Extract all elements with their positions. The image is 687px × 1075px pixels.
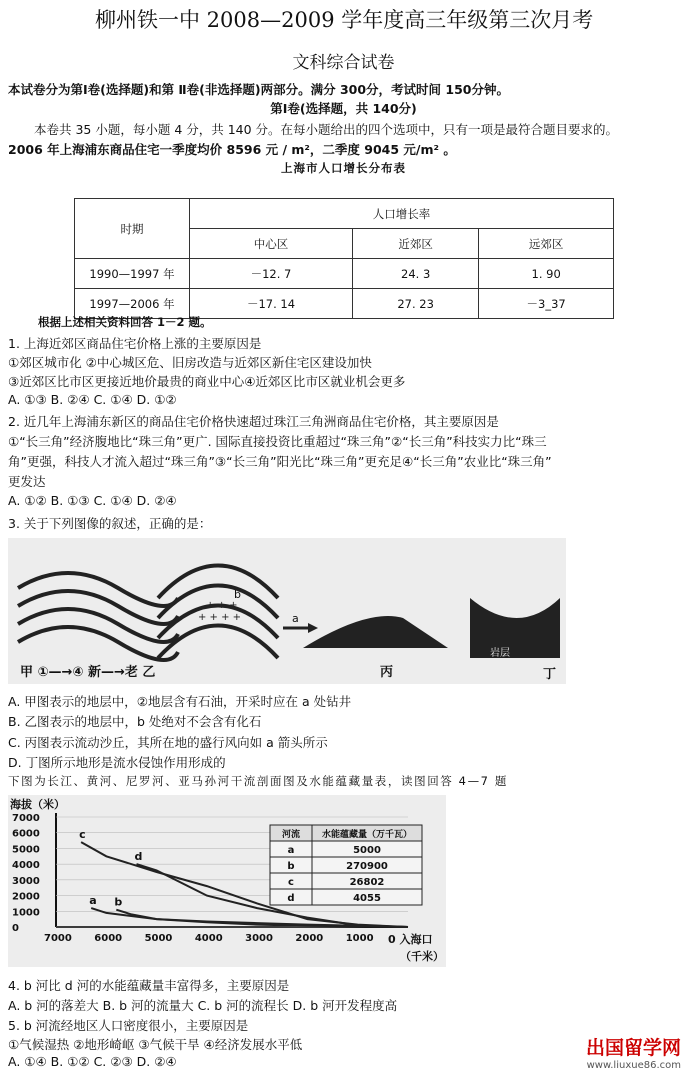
fossil-marks	[198, 600, 241, 623]
fig-label-under: 岩层	[490, 648, 510, 659]
watermark-name: 出国留学网	[585, 1037, 681, 1059]
svg-text:+ + + +: + + + +	[198, 612, 242, 623]
col-center: 中心区	[190, 229, 353, 259]
table-cell-text: 270900	[346, 861, 388, 872]
q1-line: ③近郊区比市区更接近地价最贵的商业中心④近郊区比市区就业机会更多	[8, 374, 406, 389]
q5-stem: 5. b 河流经地区人口密度很小，主要原因是	[8, 1018, 249, 1033]
table-cell: －12. 7	[190, 259, 353, 289]
y-tick-label: 3000	[12, 875, 40, 887]
river-profile-chart	[8, 795, 446, 967]
fig-label-bing: 丙	[380, 665, 394, 680]
y-tick-label: 5000	[12, 844, 40, 856]
table-cell-text: d	[287, 893, 295, 904]
series-label: a	[89, 894, 97, 908]
y-tick-label: 4000	[12, 860, 40, 872]
y-tick-label: 0	[12, 923, 19, 934]
x-tick-label: 1000	[345, 933, 374, 944]
canyon-ding	[470, 598, 560, 658]
x-tick-label: 7000	[44, 933, 72, 944]
x-axis-label: （千米）	[400, 950, 444, 963]
section-title: 第Ⅰ卷(选择题，共 140分)	[270, 101, 417, 116]
series-label: b	[114, 895, 123, 909]
q2-line: 更发达	[8, 474, 46, 489]
q4-stem: 4. b 河比 d 河的水能蕴藏量丰富得多，主要原因是	[8, 978, 290, 993]
geology-figure	[8, 538, 566, 684]
series-label: c	[79, 828, 86, 842]
table-cell: 27. 23	[353, 289, 479, 319]
table-cell: 1. 90	[479, 259, 614, 289]
instructions: 本卷共 35 小题，每小题 4 分，共 140 分。在每小题给出的四个选项中，只有一项是最符合题目要求的。	[34, 122, 619, 137]
header-growth: 人口增长率	[190, 199, 614, 229]
row-period: 1997—2006 年	[75, 289, 190, 319]
exam-title: 柳州铁一中 2008—2009 学年度高三年级第三次月考	[95, 8, 594, 32]
y-tick-label: 7000	[12, 813, 40, 824]
y-axis-label: 海拔（米）	[10, 798, 65, 811]
watermark-url: www.liuxue86.com	[586, 1060, 681, 1071]
table-title: 上海市人口增长分布表	[281, 161, 406, 175]
q5-line: ①气候湿热 ②地形崎岖 ③气候干旱 ④经济发展水平低	[8, 1037, 303, 1052]
table-cell-text: 河流	[281, 830, 301, 840]
x-tick-label: 6000	[94, 933, 123, 944]
q1-options: A. ①③ B. ②④ C. ①④ D. ①②	[8, 392, 177, 407]
geology-illustration	[8, 538, 566, 684]
river-profile-svg	[8, 795, 446, 967]
sand-dune-bing	[303, 616, 448, 648]
y-tick-label: 2000	[12, 891, 40, 903]
q5-options: A. ①④ B. ①② C. ②③ D. ②④	[8, 1054, 177, 1069]
q3-option-a: A. 甲图表示的地层中，②地层含有石油，开采时应在 a 处钻井	[8, 694, 352, 709]
table-cell-text: c	[288, 877, 294, 888]
q3-option-b: B. 乙图表示的地层中，b 处绝对不会含有化石	[8, 714, 262, 729]
y-tick-label: 1000	[12, 907, 40, 919]
q1-stem: 1. 上海近郊区商品住宅价格上涨的主要原因是	[8, 336, 262, 351]
col-near: 近郊区	[353, 229, 479, 259]
q3-stem: 3. 关于下列图像的叙述，正确的是：	[8, 516, 212, 531]
series-label: d	[134, 850, 143, 864]
col-far: 远郊区	[479, 229, 614, 259]
table-cell-text: 5000	[353, 845, 381, 856]
header-period: 时期	[75, 199, 190, 259]
table-cell-text: 水能蕴藏量（万千瓦）	[321, 830, 413, 840]
q1-line: ①郊区城市化 ②中心城区危、旧房改造与近郊区新住宅区建设加快	[8, 355, 372, 370]
question-lead: 根据上述相关资料回答 1－2 题。	[38, 315, 212, 329]
table-cell: －3_37	[479, 289, 614, 319]
svg-text:+ + +: + + +	[206, 600, 238, 611]
fig-label-a: a	[292, 612, 299, 625]
fig-label-ding: 丁	[543, 667, 557, 682]
exam-intro: 本试卷分为第Ⅰ卷(选择题)和第 Ⅱ卷(非选择题)两部分。满分 300分，考试时间 150分钟。	[8, 82, 509, 97]
question-lead: 下图为长江、黄河、尼罗河、亚马孙河干流剖面图及水能蕴藏量表，读图回答 4—7 题	[8, 774, 508, 788]
fig-label-jia: 甲 ①—→④ 新—→老 乙	[20, 665, 156, 680]
table-cell-text: 26802	[349, 877, 385, 888]
exam-subtitle: 文科综合试卷	[292, 53, 395, 73]
anticline-strata-jia	[18, 573, 178, 660]
row-period: 1990—1997 年	[75, 259, 190, 289]
table-row	[75, 259, 614, 289]
q2-line: 角”更强，科技人才流入超过“珠三角”③“长三角”阳光比“珠三角”更充足④“长三角”农业比“珠三角”	[8, 454, 552, 469]
price-note: 2006 年上海浦东商品住宅一季度均价 8596 元 / m²，二季度 9045 元/m² 。	[8, 142, 456, 157]
q2-options: A. ①② B. ①③ C. ①④ D. ②④	[8, 493, 177, 508]
q4-options: A. b 河的落差大 B. b 河的流量大 C. b 河的流程长 D. b 河开发程度高	[8, 998, 398, 1013]
arrow-head-icon	[308, 623, 318, 633]
table-cell: 24. 3	[353, 259, 479, 289]
table-cell-text: b	[287, 861, 295, 872]
table-cell-text: 4055	[353, 893, 381, 904]
fig-label-b: b	[234, 588, 241, 601]
x-tick-label: 3000	[245, 933, 273, 944]
q2-stem: 2. 近几年上海浦东新区的商品住宅价格快速超过珠江三角洲商品住宅价格，其主要原因是	[8, 414, 499, 429]
population-table	[74, 198, 614, 319]
q3-option-d: D. 丁图所示地形是流水侵蚀作用形成的	[8, 755, 226, 770]
watermark	[586, 1033, 681, 1071]
x-tick-label: 2000	[295, 933, 324, 944]
x-tick-label: 4000	[194, 933, 223, 944]
q2-line: ①“长三角”经济腹地比“珠三角”更广. 国际直接投资比重超过“珠三角”②“长三角”科技实力比“珠三	[8, 434, 547, 449]
table-cell-text: a	[287, 845, 295, 856]
y-tick-label: 6000	[12, 828, 40, 840]
q3-option-c: C. 丙图表示流动沙丘，其所在地的盛行风向如 a 箭头所示	[8, 735, 328, 750]
x-axis-tail: 0 入海口	[388, 933, 433, 946]
x-tick-label: 5000	[144, 933, 173, 944]
table-cell: －17. 14	[190, 289, 353, 319]
